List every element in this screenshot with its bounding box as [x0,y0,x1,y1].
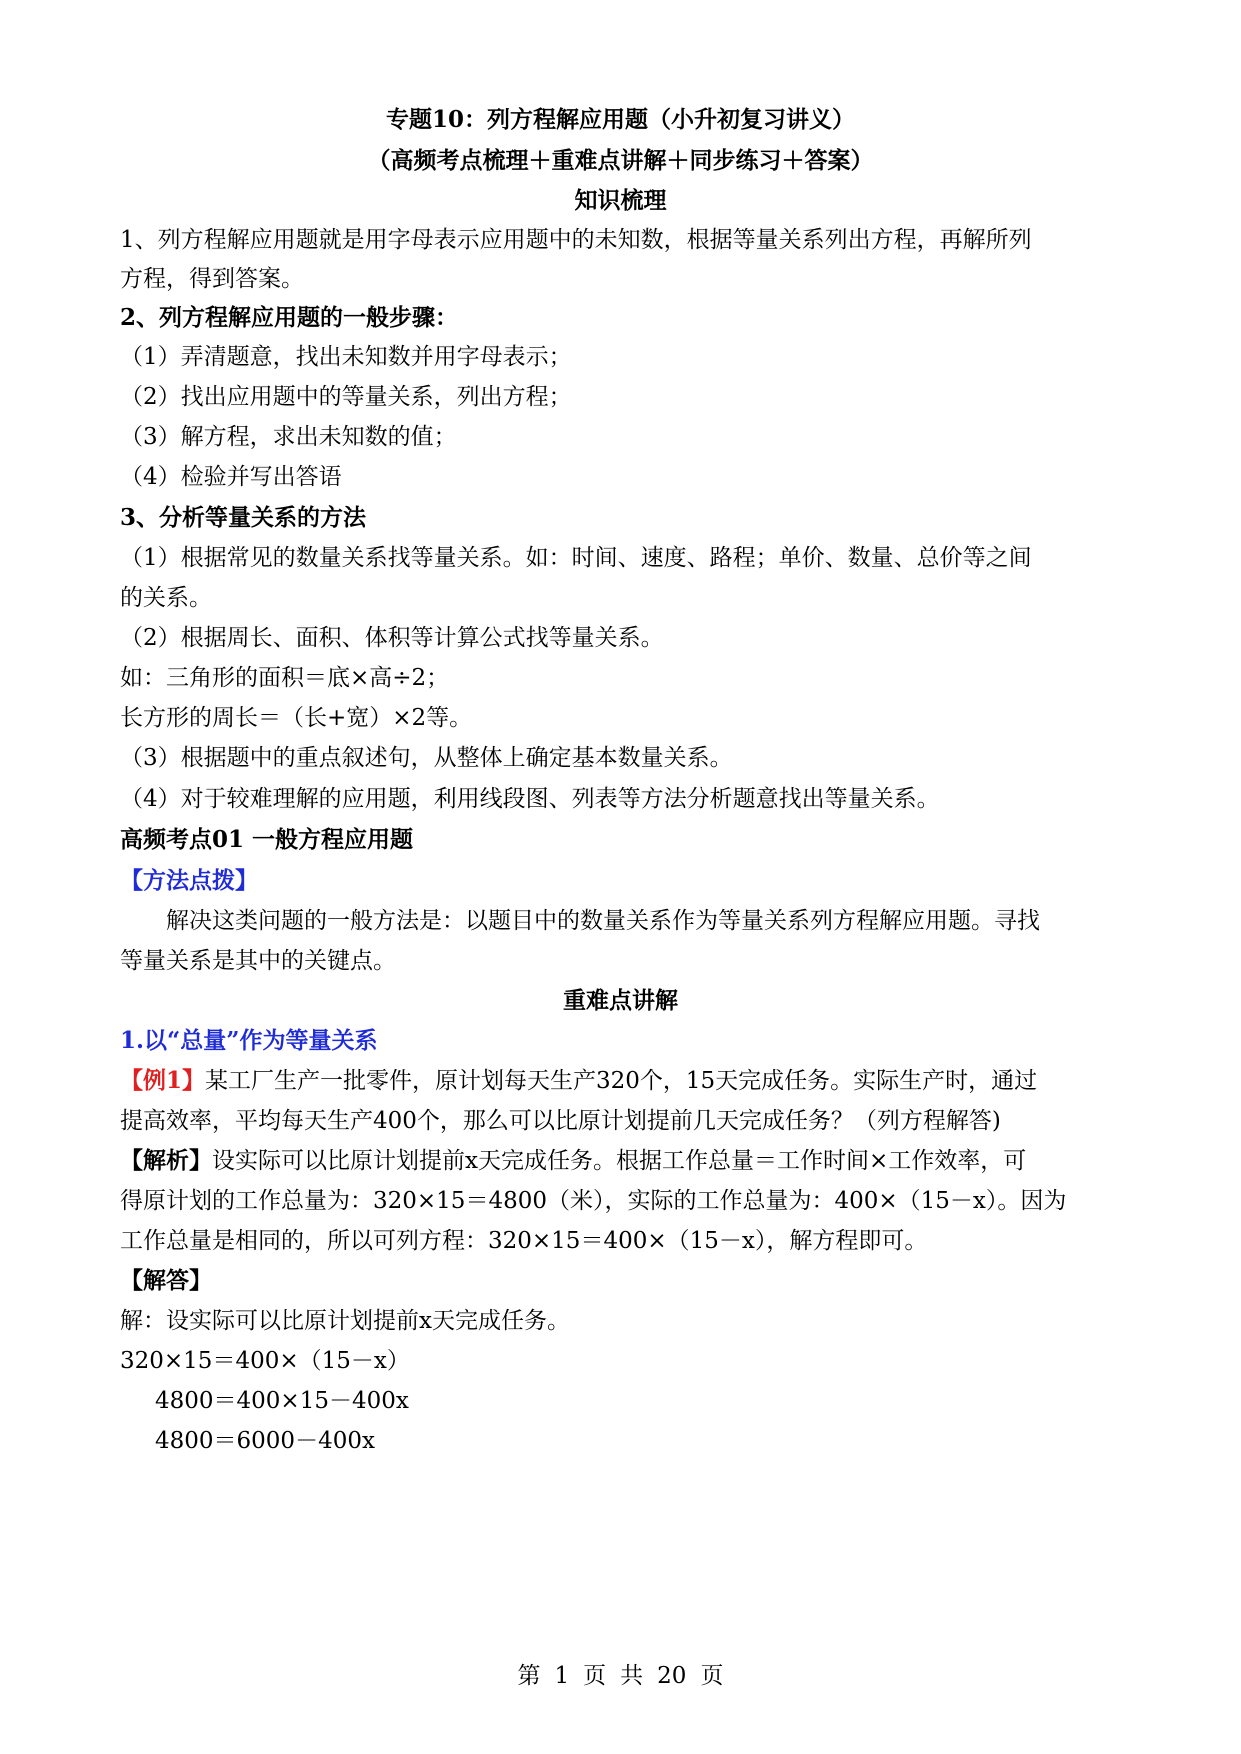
example-1-line-1 [120,1066,1130,1096]
method-item-4: （4）对于较难理解的应用题，利用线段图、列表等方法分析题意找出等量关系。 [120,786,940,812]
knowledge-point-1-line-1: 1、列方程解应用题就是用字母表示应用题中的未知数，根据等量关系列出方程，再解所列 [120,227,1032,253]
page-subtitle: （高频考点梳理＋重难点讲解＋同步练习＋答案） [367,147,874,174]
example-1-line-2: 提高效率，平均每天生产400个，那么可以比原计划提前几天完成任务？（列方程解答) [120,1108,1001,1134]
analysis-line-2: 得原计划的工作总量为：320×15＝4800（米），实际的工作总量为：400×（15－x）。因为 [120,1188,1067,1214]
step-item: （2）找出应用题中的等量关系，列出方程； [120,384,572,410]
method-tip-line-2: 等量关系是其中的关键点。 [120,948,396,974]
solution-step: 4800＝6000－400x [155,1428,375,1454]
method-tip-line-1: 解决这类问题的一般方法是：以题目中的数量关系作为等量关系列方程解应用题。寻找 [166,908,1040,934]
knowledge-point-1-line-2: 方程，得到答案。 [120,266,304,292]
solution-step: 4800＝400×15－400x [155,1388,409,1414]
solution-line: 解：设实际可以比原计划提前x天完成任务。 [120,1308,570,1334]
answer-tag: 【解答】 [120,1267,212,1294]
analysis-line-3: 工作总量是相同的，所以可列方程：320×15＝400×（15－x），解方程即可。 [120,1228,928,1254]
analysis-line-1 [120,1146,1130,1176]
knowledge-point-3-heading: 3、分析等量关系的方法 [120,504,367,531]
method-item-3: （3）根据题中的重点叙述句，从整体上确定基本数量关系。 [120,745,733,771]
footer-page-number: 1 [554,1663,570,1689]
footer-total-pages: 20 [657,1663,687,1689]
step-item: （4）检验并写出答语 [120,464,342,490]
method-item-1-line-1: （1）根据常见的数量关系找等量关系。如：时间、速度、路程；单价、数量、总价等之间 [120,545,1032,571]
knowledge-point-2-heading: 2、列方程解应用题的一般步骤： [120,304,459,331]
key-point-01-heading: 高频考点01 一般方程应用题 [120,826,414,853]
formula-example-2: 长方形的周长＝（长+宽）×2等。 [120,705,473,731]
example-1-tag: 【例1】 [120,1067,206,1094]
footer-suffix: 页 [700,1663,724,1689]
page-title: 专题10：列方程解应用题（小升初复习讲义） [385,106,855,133]
analysis-text: 设实际可以比原计划提前x天完成任务。根据工作总量＝工作时间×工作效率，可 [212,1148,1027,1174]
example-1-text: 某工厂生产一批零件，原计划每天生产320个，15天完成任务。实际生产时，通过 [205,1068,1038,1094]
footer-prefix: 第 [517,1663,541,1689]
footer-mid2: 共 [620,1663,644,1689]
method-tip-tag: 【方法点拨】 [120,867,258,894]
subtopic-1-heading: 1.以“总量”作为等量关系 [120,1027,378,1054]
analysis-tag: 【解析】 [120,1147,212,1174]
solution-line: 320×15＝400×（15－x） [120,1348,410,1374]
method-item-1-line-2: 的关系。 [120,585,212,611]
formula-example-1: 如：三角形的面积＝底×高÷2； [120,665,450,691]
method-item-2: （2）根据周长、面积、体积等计算公式找等量关系。 [120,625,664,651]
page-footer [0,1661,1241,1691]
step-item: （3）解方程，求出未知数的值； [120,424,457,450]
section-heading-knowledge: 知识梳理 [574,187,667,214]
step-item: （1）弄清题意，找出未知数并用字母表示； [120,344,572,370]
footer-mid1: 页 [583,1663,607,1689]
section-heading-difficult: 重难点讲解 [563,987,678,1014]
